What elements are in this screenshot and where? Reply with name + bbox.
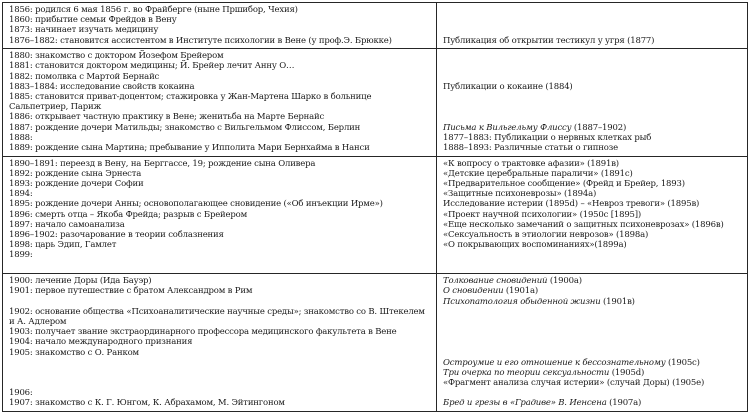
timeline-entry: 1901: первое путешествие с братом Александром в Рим <box>9 286 253 297</box>
publication-title: Бред и грезы в «Градиве» В. Иенсена <box>443 398 607 409</box>
publication-entry <box>443 102 743 112</box>
publication-entry <box>443 25 743 35</box>
publication-entry <box>443 317 743 327</box>
table-row <box>3 273 747 411</box>
publication-entry: Три очерка по теории сексуальности (1905d) <box>443 367 645 378</box>
timeline-entry: 1902: основание общества «Психоаналитические научные среды»; знакомство со В. Штекелем <box>9 306 425 317</box>
timeline-entry: 1888: <box>9 132 33 143</box>
publication-entry: «О покрывающих воспоминаниях»(1899а) <box>443 240 627 251</box>
timeline-entry: 1895: рождение дочери Анны; основополагающее сновидение («Об инъекции Ирме») <box>9 199 383 210</box>
table-row <box>3 156 747 274</box>
events-cell <box>3 157 437 274</box>
publication-entry: «Фрагмент анализа случая истерии» (случай Доры) (1905е) <box>443 378 705 389</box>
publication-entry: Психопатология обыденной жизни (1901в) <box>443 296 635 307</box>
timeline-entry: 1904: начало международного признания <box>9 337 193 348</box>
timeline-entry: 1899: <box>9 250 33 261</box>
timeline-entry: 1896: смерть отца – Якоба Фрейда; разрыв с Брейером <box>9 209 248 220</box>
publication-entry: 1877–1883: Публикации о нервных клетках рыб <box>443 132 652 143</box>
publication-entry: Письма к Вильгельму Флиссу (1887–1902) <box>443 122 627 133</box>
timeline-entry: 1900: лечение Доры (Ида Бауэр) <box>9 276 152 287</box>
publications-cell <box>437 49 747 155</box>
publication-entry <box>443 327 743 337</box>
timeline-entry <box>9 297 432 307</box>
timeline-entry: 1880: знакомство с доктором Йозефом Брейером <box>9 51 224 62</box>
publication-entry: «Детские церебральные параличи» (1891с) <box>443 168 633 179</box>
publication-entry: «Еще несколько замечаний о защитных психоневрозах» (1896в) <box>443 219 724 230</box>
freud-timeline-table <box>2 2 748 412</box>
publication-entry: Остроумие и его отношение к бессознательному (1905с) <box>443 357 700 368</box>
publication-entry: Исследование истерии (1895d) – «Невроз тревоги» (1895в) <box>443 199 700 210</box>
publications-cell <box>437 274 747 411</box>
timeline-entry: 1882: помолвка с Мартой Бернайс <box>9 71 160 82</box>
publication-entry: Публикация об открытии тестикул у угря (1877) <box>443 35 655 46</box>
timeline-entry: 1860: прибытие семьи Фрейдов в Вену <box>9 15 177 26</box>
publication-entry: «К вопросу о трактовке афазии» (1891в) <box>443 158 619 169</box>
publication-entry: Толкование сновидений (1900а) <box>443 276 582 287</box>
publication-entry: «Сексуальность в этиологии неврозов» (1898а) <box>443 229 649 240</box>
timeline-entry: 1896–1902: разочарование в теории соблазнения <box>9 229 224 240</box>
timeline-entry: 1906: <box>9 388 33 399</box>
timeline-entry: 1873: начинает изучать медицину <box>9 25 159 36</box>
publication-entry <box>443 61 743 71</box>
publication-entry <box>443 92 743 102</box>
publication-title: Остроумие и его отношение к бессознательному <box>443 357 666 368</box>
publication-entry: Бред и грезы в «Градиве» В. Иенсена (1907а) <box>443 398 642 409</box>
publication-entry <box>443 51 743 61</box>
timeline-entry <box>9 378 432 388</box>
publication-entry: Публикации о кокаине (1884) <box>443 81 573 92</box>
publication-entry <box>443 5 743 15</box>
publications-cell <box>437 157 747 274</box>
publication-entry <box>443 72 743 82</box>
timeline-entry: 1856: родился 6 мая 1856 г. во Фрайберге (ныне Пршибор, Чехия) <box>9 5 298 15</box>
timeline-entry: 1898: царь Эдип, Гамлет <box>9 240 117 251</box>
timeline-entry: Сальпетриер, Париж <box>9 102 102 113</box>
publication-title: Психопатология обыденной жизни <box>443 296 601 307</box>
timeline-entry: 1876–1882: становится ассистентом в Институте психологии в Вене (у проф.Э. Брюкке) <box>9 35 392 46</box>
table-row <box>3 48 747 155</box>
events-cell <box>3 274 437 411</box>
timeline-entry: 1881: становится доктором медицины; Й. Брейер лечит Анну О… <box>9 61 295 72</box>
publication-entry <box>443 388 743 398</box>
publication-title: Три очерка по теории сексуальности <box>443 367 610 378</box>
timeline-entry: 1903: получает звание экстраординарного профессора медицинского факультета в Вене <box>9 327 397 338</box>
timeline-entry: 1886: открывает частную практику в Вене; женитьба на Марте Бернайс <box>9 112 325 123</box>
timeline-entry: 1889: рождение сына Мартина; пребывание у Ипполита Мари Бернхайма в Нанси <box>9 142 370 153</box>
timeline-entry: 1894: <box>9 189 33 200</box>
publication-entry: «Предварительное сообщение» (Фрейд и Брейер, 1893) <box>443 179 685 189</box>
publication-entry <box>443 112 743 122</box>
timeline-entry <box>9 358 432 368</box>
publication-entry <box>443 337 743 347</box>
timeline-entry: 1883–1884: исследование свойств кокаина <box>9 81 195 92</box>
timeline-entry: 1893: рождение дочери Софии <box>9 179 144 189</box>
timeline-entry <box>9 368 432 378</box>
timeline-entry: и А. Адлером <box>9 316 67 327</box>
publication-entry <box>443 250 743 260</box>
timeline-entry: 1890–1891: переезд в Вену, на Берггассе, 19; рождение сына Оливера <box>9 158 316 169</box>
timeline-entry <box>9 261 432 271</box>
publication-entry <box>443 261 743 271</box>
publications-cell <box>437 3 747 48</box>
publication-entry: «Проект научной психологии» (1950с [1895]) <box>443 209 642 220</box>
timeline-entry: 1905: знакомство с О. Ранком <box>9 347 139 358</box>
publication-title: О сновидении <box>443 286 504 297</box>
publication-entry <box>443 307 743 317</box>
publication-entry: 1888–1893: Различные статьи о гипнозе <box>443 142 618 153</box>
timeline-entry: 1907: знакомство с К. Г. Юнгом, К. Абрахамом, М. Эйтингоном <box>9 398 285 409</box>
publication-entry <box>443 348 743 358</box>
timeline-entry: 1892: рождение сына Эрнеста <box>9 168 142 179</box>
events-cell <box>3 49 437 155</box>
publication-entry <box>443 15 743 25</box>
publication-title: Толкование сновидений <box>443 276 548 287</box>
timeline-entry: 1887: рождение дочери Матильды; знакомство с Вильгельмом Флиссом, Берлин <box>9 122 361 133</box>
publication-entry: О сновидении (1901а) <box>443 286 538 297</box>
timeline-entry: 1885: становится приват-доцентом; стажировка у Жан-Мартена Шарко в больнице <box>9 92 372 102</box>
publication-title: Письма к Вильгельму Флиссу <box>443 122 572 133</box>
table-row <box>3 3 747 48</box>
timeline-entry: 1897: начало самоанализа <box>9 219 125 230</box>
events-cell <box>3 3 437 48</box>
publication-entry: «Защитные психоневрозы» (1894а) <box>443 189 597 200</box>
